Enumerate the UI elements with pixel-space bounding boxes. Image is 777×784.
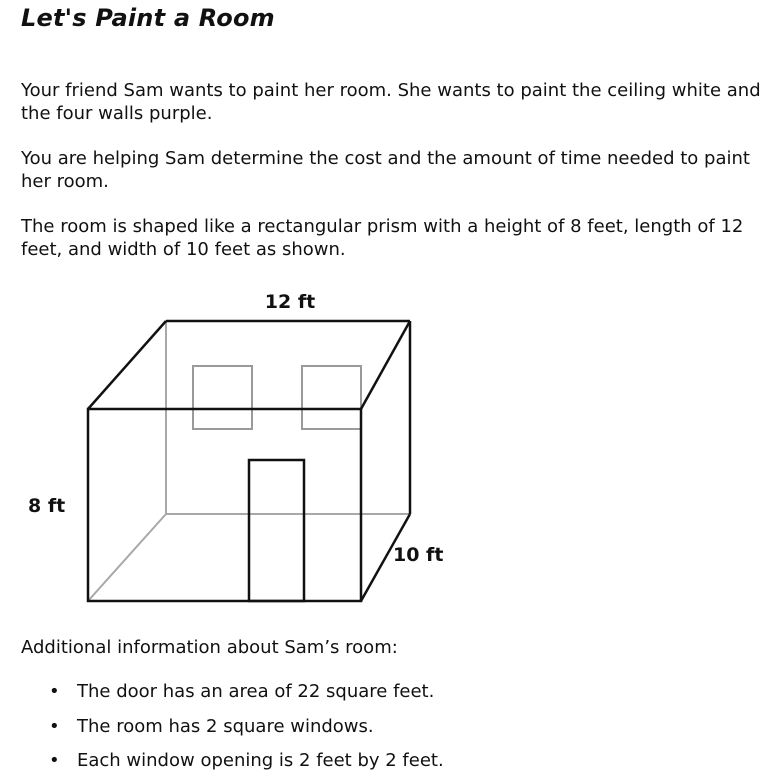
height-label: 8 ft xyxy=(28,495,66,517)
additional-info-heading: Additional information about Sam’s room: xyxy=(21,637,398,658)
fact-text: The door has an area of 22 square feet. xyxy=(77,681,435,702)
window-left xyxy=(193,366,252,429)
task-paragraph: You are helping Sam determine the cost and the amount of time needed to paint her room. xyxy=(21,148,750,192)
room-prism-diagram xyxy=(0,270,777,615)
width-label: 10 ft xyxy=(393,544,444,566)
bullet-icon: • xyxy=(49,715,60,737)
fact-text: Each window opening is 2 feet by 2 feet. xyxy=(77,750,444,771)
intro-paragraph: Your friend Sam wants to paint her room. She wants to paint the ceiling white and the four walls purple. xyxy=(21,80,761,124)
length-label: 12 ft xyxy=(264,291,316,313)
door xyxy=(249,460,304,601)
fact-text: The room has 2 square windows. xyxy=(77,715,374,737)
windows xyxy=(193,366,361,429)
page-title: Let's Paint a Room xyxy=(21,4,275,32)
top-left-depth-edge xyxy=(88,321,166,409)
bullet-icon: • xyxy=(49,750,60,771)
floor-left-depth-edge xyxy=(88,514,166,601)
top-right-depth-edge xyxy=(361,321,410,409)
room-shape-paragraph: The room is shaped like a rectangular prism with a height of 8 feet, length of 12 feet, and width of 10 feet as shown. xyxy=(21,216,744,260)
bullet-icon: • xyxy=(49,681,60,702)
front-face xyxy=(88,409,361,601)
window-right xyxy=(302,366,361,429)
